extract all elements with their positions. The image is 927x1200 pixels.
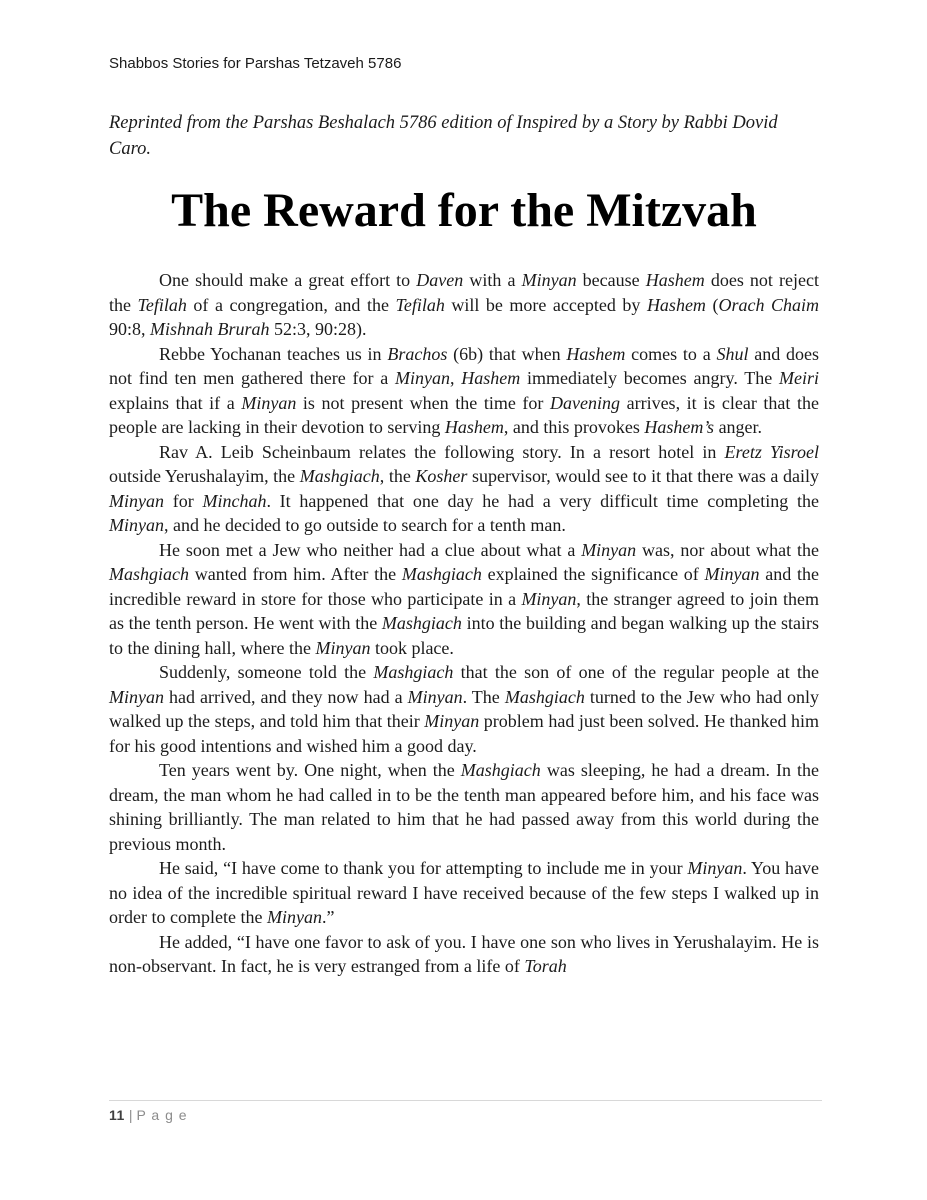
text-run: was, nor about what the (636, 539, 819, 560)
text-run: Rav A. Leib Scheinbaum relates the following story. In a resort hotel in (159, 441, 725, 462)
italic-run: Davening (550, 392, 620, 413)
paragraph (109, 660, 819, 758)
attribution-note: Reprinted from the Parshas Beshalach 5786 edition of Inspired by a Story by Rabbi Dovid Caro. (109, 113, 778, 159)
text-run: , the stranger agreed to join them as the tenth person. He went with the (109, 588, 819, 633)
text-run: . You have no idea of the incredible spiritual reward I have received because of the few steps I walked up in order to complete the (109, 858, 819, 927)
italic-run: Mashgiach (381, 613, 462, 633)
italic-run: Hashem (566, 343, 626, 364)
story-title: The Reward for the Mitzvah (171, 184, 757, 237)
text-run: turned to the Jew who had only walked up the steps, and told him that their (109, 686, 819, 731)
italic-run: Minyan (424, 711, 480, 731)
running-header: Shabbos Stories for Parshas Tetzaveh 5786 (109, 55, 402, 72)
text-run: . It happened that one day he had a very difficult time completing the (266, 490, 819, 511)
italic-run: Minyan (109, 490, 164, 511)
text-run: One should make a great effort to (159, 270, 417, 290)
italic-run: Hashem (646, 294, 706, 315)
italic-run: Mashgiach (373, 662, 454, 682)
text-run: explains that if a (109, 392, 242, 413)
paragraph (109, 856, 819, 930)
italic-run: Hashem’s (644, 417, 715, 437)
text-run: does not reject the (109, 270, 819, 315)
paragraph (109, 268, 819, 342)
text-run: supervisor, would see to it that there was a daily (467, 466, 819, 486)
text-run: comes to a (625, 343, 717, 364)
page-footer (109, 1100, 822, 1123)
italic-run: Orach Chaim (718, 294, 819, 315)
story-body (109, 268, 819, 979)
text-run: Ten years went by. One night, when the (159, 760, 461, 780)
text-run: had arrived, and they now had a (163, 686, 408, 707)
italic-run: Shul (716, 343, 749, 364)
text-run: wanted from him. After the (189, 564, 402, 584)
italic-run: Daven (416, 270, 464, 290)
text-run: will be more accepted by (444, 294, 647, 315)
text-run: anger. (714, 417, 763, 437)
italic-run: Meiri (779, 368, 820, 388)
text-run: immediately becomes angry. The (520, 368, 780, 388)
italic-run: Torah (524, 956, 567, 976)
text-run: 52:3, 90:28). (269, 319, 367, 339)
text-run: for (163, 490, 203, 511)
italic-run: Minyan (521, 270, 577, 290)
text-run: and the incredible reward in store for those who participate in a (109, 564, 819, 609)
text-run: .” (321, 907, 335, 927)
italic-run: Minyan (315, 637, 371, 658)
text-run: , and this provokes (503, 417, 645, 437)
italic-run: Mashgiach (109, 564, 189, 584)
italic-run: Hashem (444, 417, 504, 437)
text-run: Suddenly, someone told the (159, 662, 374, 682)
italic-run: Minchah (202, 490, 267, 511)
italic-run: Mashgiach (504, 686, 585, 707)
text-run: outside Yerushalayim, the (109, 466, 300, 486)
text-run: of a congregation, and the (186, 294, 396, 315)
text-run: He soon met a Jew who neither had a clue about what a (159, 539, 582, 560)
italic-run: Tefilah (137, 294, 187, 315)
italic-run: Tefilah (395, 294, 445, 315)
text-run: . The (462, 686, 505, 707)
text-run: , (450, 368, 462, 388)
italic-run: Hashem (645, 270, 705, 290)
text-run: and does not find ten men gathered there for a (109, 343, 820, 388)
italic-run: Kosher (415, 466, 468, 486)
italic-run: Minyan (109, 515, 164, 535)
text-run: that the son of one of the regular people at the (453, 662, 819, 682)
paragraph (109, 342, 819, 440)
italic-run: Minyan (687, 858, 743, 878)
footer-separator: | (128, 1107, 133, 1123)
paragraph (109, 440, 819, 538)
italic-run: Minyan (407, 686, 463, 707)
text-run: took place. (370, 637, 454, 658)
italic-run: Minyan (395, 368, 450, 388)
text-run: , and he decided to go outside to search for a tenth man. (163, 515, 566, 535)
text-run: (6b) that when (447, 343, 567, 364)
italic-run: Mashgiach (401, 564, 482, 584)
page-word: P a g e (136, 1107, 188, 1123)
text-run: He said, “I have come to thank you for attempting to include me in your (159, 858, 688, 878)
italic-run: Minyan (266, 907, 322, 927)
text-run: He added, “I have one favor to ask of you. I have one son who lives in Yerushalayim. He is non-observant. In fact, he is very estranged from a life of (109, 931, 819, 976)
italic-run: Mashgiach (460, 760, 541, 780)
text-run: ( (705, 294, 719, 315)
italic-run: Hashem (461, 368, 521, 388)
text-run: , the (379, 466, 416, 486)
text-run: Rebbe Yochanan teaches us in (159, 343, 388, 364)
text-run: arrives, it is clear that the people are lacking in their devotion to serving (109, 392, 819, 437)
italic-run: Minyan (581, 539, 637, 560)
italic-run: Minyan (704, 564, 760, 584)
text-run: 90:8, (109, 319, 151, 339)
paragraph (109, 930, 819, 979)
text-run: into the building and began walking up the stairs to the dining hall, where the (109, 613, 819, 658)
italic-run: Minyan (109, 686, 164, 707)
page-number: 11 (109, 1107, 125, 1123)
text-run: because (576, 270, 646, 290)
paragraph (109, 538, 819, 661)
text-run: is not present when the time for (296, 392, 551, 413)
italic-run: Mashgiach (299, 466, 380, 486)
text-run: explained the significance of (481, 564, 705, 584)
text-run: problem had just been solved. He thanked him for his good intentions and wished him a good day. (109, 711, 819, 756)
italic-run: Eretz Yisroel (724, 441, 819, 462)
italic-run: Mishnah Brurah (150, 319, 270, 339)
italic-run: Brachos (387, 343, 448, 364)
text-run: with a (463, 270, 522, 290)
italic-run: Minyan (521, 588, 577, 609)
paragraph (109, 758, 819, 856)
italic-run: Minyan (241, 392, 297, 413)
text-run: was sleeping, he had a dream. In the dream, the man whom he had called in to be the tenth man appeared before him, and his face was shining brilliantly. The man related to him that he had passed away from this world during the previous month. (109, 760, 819, 854)
